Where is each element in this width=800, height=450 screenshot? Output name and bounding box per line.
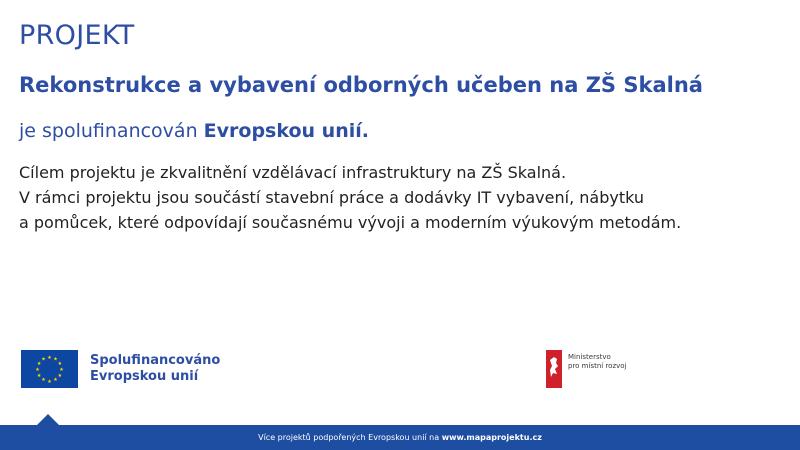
eu-star-icon: ★ [57,360,63,367]
eu-logo-text [90,353,220,385]
footer-notch [37,414,59,425]
mmr-logo-line2: pro místní rozvoj [568,362,627,370]
eu-flag-icon [21,350,78,388]
eu-star-icon: ★ [41,356,46,363]
eu-star-icon: ★ [47,354,52,361]
cofinanced-eu: Evropskou unií. [203,120,369,142]
czech-lion-emblem-icon [546,350,562,388]
cofinanced-prefix: je spolufinancován [19,120,204,142]
mmr-logo-line1: Ministerstvo [568,353,611,361]
eu-star-icon: ★ [41,377,46,384]
footer-link[interactable]: www.mapaprojektu.cz [441,433,542,442]
eu-star-icon: ★ [36,372,42,379]
description-line: a pomůcek, které odpovídají současnému vývoji a moderním výukovým metodám. [19,213,682,232]
description-line: V rámci projektu jsou součástí stavební práce a dodávky IT vybavení, nábytku [19,188,644,207]
footer-text: Více projektů podpořených Evropskou unií na [258,433,442,442]
eu-star-icon: ★ [53,356,58,363]
project-label: PROJEKT [19,20,135,51]
footer-bar [0,425,800,450]
eu-star-icon: ★ [59,366,64,373]
project-title: Rekonstrukce a vybavení odborných učeben na ZŠ Skalná [19,73,703,97]
eu-star-icon: ★ [47,378,52,385]
mmr-logo-text [568,353,627,371]
eu-star-icon: ★ [57,372,63,379]
eu-star-icon: ★ [36,360,42,367]
mmr-logo [546,350,627,388]
cofinanced-line [19,120,369,142]
eu-logo [21,350,220,388]
project-description [19,160,789,235]
eu-logo-line2: Evropskou unií [90,369,199,384]
eu-star-icon: ★ [35,366,40,373]
eu-logo-line1: Spolufinancováno [90,353,221,368]
eu-star-icon: ★ [53,377,58,384]
description-line: Cílem projektu je zkvalitnění vzdělávací infrastruktury na ZŠ Skalná. [19,163,567,182]
